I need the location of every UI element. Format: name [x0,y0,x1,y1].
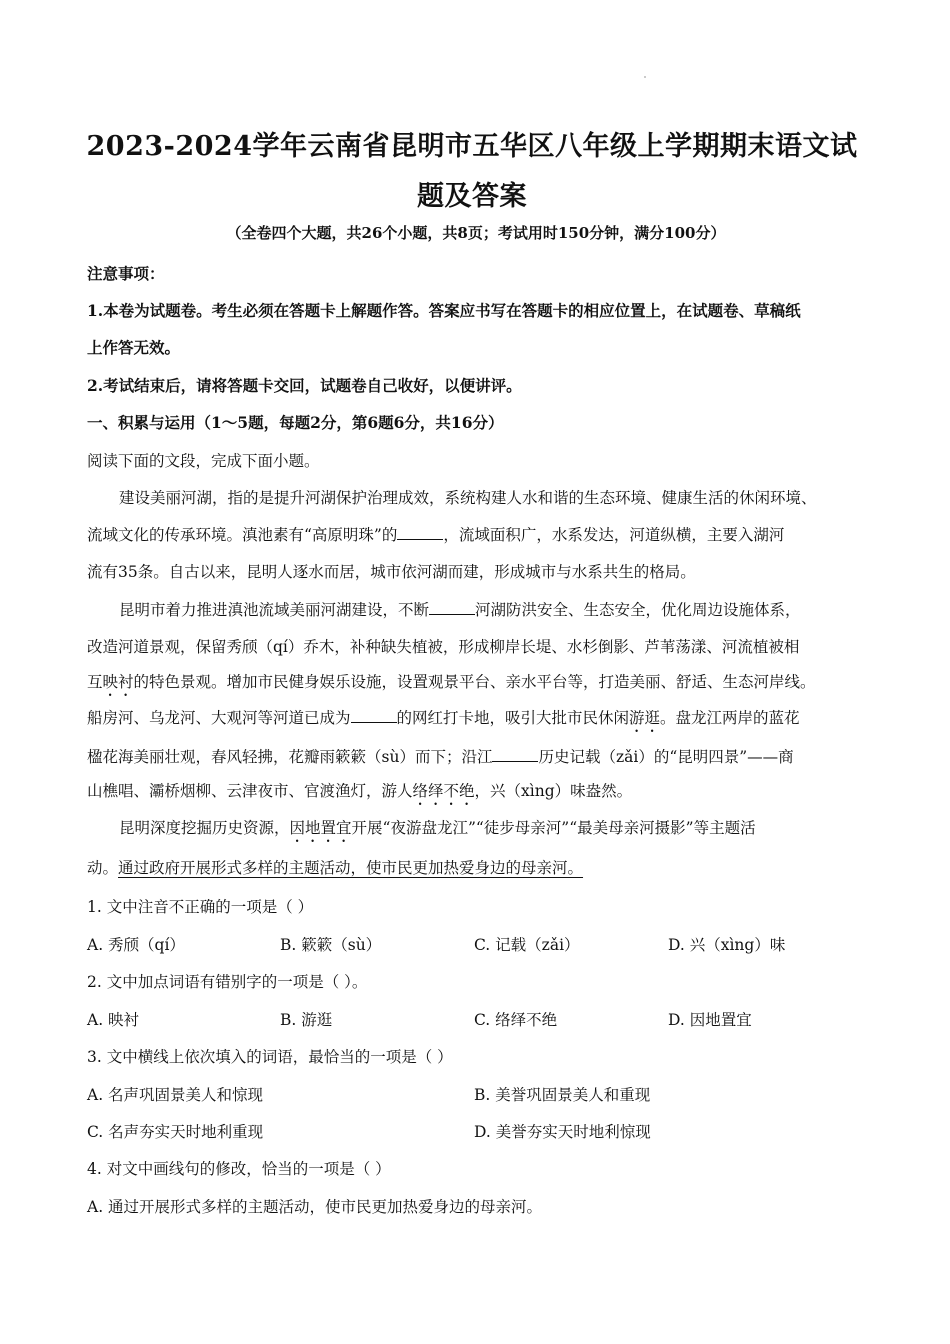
passage-p1-line2 [87,523,784,545]
text-span: 互 [87,673,103,691]
passage-p2-line1 [87,598,801,620]
passage-p3-line2 [87,856,583,878]
fill-blank-4 [492,747,538,762]
text-span: 楹花海美丽壮观，春风轻拂，花瓣雨簌簌（sù）而下；沿江 [87,748,493,766]
notice-item-1-cont: 上作答无效。 [87,338,181,357]
passage-p2-line2: 改造河道景观，保留秀颀（qí）乔木，补种缺失植被，形成柳岸长堤、水杉倒影、芦苇荡漾、河流植被相 [87,638,800,656]
passage-p2-line4 [87,706,800,736]
question-4-option-a: A. 通过开展形式多样的主题活动，使市民更加热爱身边的母亲河。 [87,1198,543,1216]
reading-instruction: 阅读下面的文段，完成下面小题。 [87,452,320,470]
dotted-word: 因地置宜 [289,819,352,837]
notice-item-1: 1.本卷为试题卷。考生必须在答题卡上解题作答。答案应书写在答题卡的相应位置上，在试题卷、草稿纸 [87,301,801,320]
question-2-stem: 2. 文中加点词语有错别字的一项是（ ）。 [87,973,368,991]
passage-p2-line5 [87,745,794,767]
text-span: 船房河、乌龙河、大观河等河道已成为 [87,709,351,727]
question-1-option-c: C. 记载（zǎi） [474,936,580,954]
passage-p3-line1 [87,816,756,846]
exam-info: （全卷四个大题，共26个小题，共8页；考试用时150分钟，满分100分） [226,224,726,242]
text-span: 动。 [87,859,119,877]
text-span: 山樵唱、灞桥烟柳、云津夜市、官渡渔灯，游人 [87,782,413,800]
text-span: 河湖防洪安全、生态安全，优化周边设施体系， [475,601,801,619]
notice-heading: 注意事项： [87,264,165,283]
text-span: ，兴（xìng）味盎然。 [474,782,633,800]
dotted-word: 络绎不绝 [412,782,475,800]
question-2-option-a: A. 映衬 [87,1011,140,1029]
question-2-option-c: C. 络绎不绝 [474,1011,558,1029]
question-3-option-a: A. 名声巩固景美人和惊现 [87,1086,264,1104]
page-speck [644,76,646,78]
question-3-stem: 3. 文中横线上依次填入的词语，最恰当的一项是（ ） [87,1048,453,1066]
text-span: 的网红打卡地，吸引大批市民休闲 [396,709,630,727]
question-3-option-b: B. 美誉巩固景美人和重现 [474,1086,651,1104]
notice-item-2: 2.考试结束后，请将答题卡交回，试题卷自己收好，以便讲评。 [87,376,522,395]
question-3-option-c: C. 名声夯实天时地利重现 [87,1123,264,1141]
question-3-option-d: D. 美誉夯实天时地利惊现 [474,1123,651,1141]
text-span: 。盘龙江两岸的蓝花 [660,709,800,727]
question-2-option-d: D. 因地置宜 [668,1011,752,1029]
passage-p2-line3 [87,670,816,700]
passage-p1-line3: 流有35条。自古以来，昆明人逐水而居，城市依河湖而建，形成城市与水系共生的格局。 [87,563,696,581]
underlined-sentence: 通过政府开展形式多样的主题活动，使市民更加热爱身边的母亲河。 [118,859,584,877]
fill-blank-1 [397,525,443,540]
text-span: 的特色景观。增加市民健身娱乐设施，设置观景平台、亲水平台等，打造美丽、舒适、生态河岸线。 [133,673,816,691]
text-span: 昆明深度挖掘历史资源， [119,819,290,837]
dotted-word: 映衬 [102,673,134,691]
passage-p1-line1: 建设美丽河湖，指的是提升河湖保护治理成效，系统构建人水和谐的生态环境、健康生活的休闲环境、 [119,489,817,507]
question-1-option-b: B. 簌簌（sù） [280,936,382,954]
passage-p2-line6 [87,779,632,809]
question-1-stem: 1. 文中注音不正确的一项是（ ） [87,898,314,916]
fill-blank-3 [351,708,397,723]
question-1-option-d: D. 兴（xìng）味 [668,936,786,954]
text-span: 流域文化的传承环境。滇池素有“高原明珠”的 [87,526,398,544]
text-span: 昆明市着力推进滇池流域美丽河湖建设，不断 [119,601,430,619]
text-span: ，流域面积广，水系发达，河道纵横，主要入湖河 [443,526,785,544]
question-1-option-a: A. 秀颀（qí） [87,936,185,954]
section-heading: 一、积累与运用（1～5题，每题2分，第6题6分，共16分） [87,413,504,432]
question-4-stem: 4. 对文中画线句的修改，恰当的一项是（ ） [87,1160,391,1178]
text-span: 历史记载（zǎi）的“昆明四景”——商 [538,748,794,766]
fill-blank-2 [429,600,475,615]
question-2-option-b: B. 游逛 [280,1011,333,1029]
dotted-word: 游逛 [629,709,661,727]
text-span: 开展“夜游盘龙江”“徒步母亲河”“最美母亲河摄影”等主题活 [351,819,756,837]
page-title: 2023-2024学年云南省昆明市五华区八年级上学期期末语文试题及答案 [86,131,858,212]
